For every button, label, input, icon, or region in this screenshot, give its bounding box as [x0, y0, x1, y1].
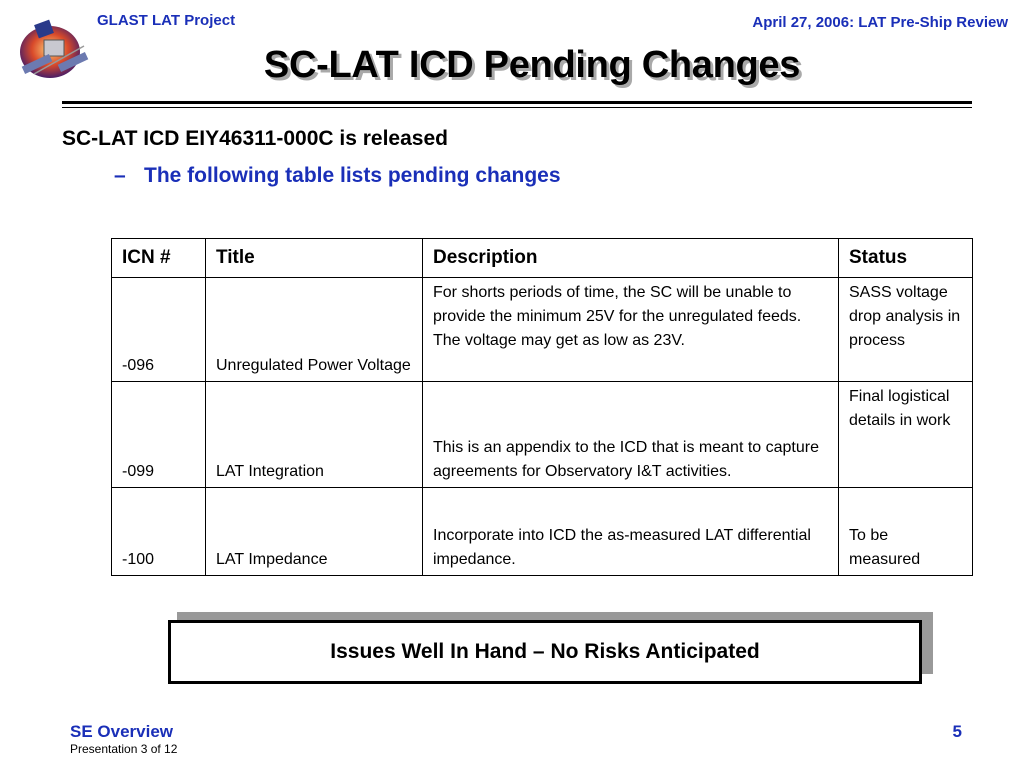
callout-text: Issues Well In Hand – No Risks Anticipated	[330, 640, 760, 663]
header-status: Status	[839, 239, 973, 278]
review-date: April 27, 2006: LAT Pre-Ship Review	[752, 14, 1008, 31]
cell-icn: -096	[112, 278, 206, 382]
bullet-dash: –	[114, 164, 126, 187]
cell-title: LAT Impedance	[206, 488, 423, 576]
pending-changes-table	[111, 238, 973, 576]
cell-description: This is an appendix to the ICD that is meant to capture agreements for Observatory I&T activities.	[423, 382, 839, 488]
cell-title: LAT Integration	[206, 382, 423, 488]
header-icn: ICN #	[112, 239, 206, 278]
table-header-row	[112, 239, 973, 278]
footer-presentation: Presentation 3 of 12	[70, 742, 178, 756]
title-divider-thin	[62, 107, 972, 108]
page-title: SC-LAT ICD Pending Changes	[263, 44, 801, 86]
cell-icn: -100	[112, 488, 206, 576]
bullet-sub-text: The following table lists pending changes	[144, 164, 561, 187]
cell-status: Final logistical details in work	[839, 382, 973, 488]
cell-status: To be measured	[839, 488, 973, 576]
callout-box	[168, 620, 922, 684]
title-divider	[62, 101, 972, 104]
cell-status: SASS voltage drop analysis in process	[839, 278, 973, 382]
cell-description: For shorts periods of time, the SC will be unable to provide the minimum 25V for the unregulated feeds. The voltage may get as low as 23V.	[423, 278, 839, 382]
header-description: Description	[423, 239, 839, 278]
page-number: 5	[952, 722, 962, 741]
bullet-sub	[114, 164, 561, 188]
footer-section: SE Overview	[70, 722, 174, 741]
cell-icn: -099	[112, 382, 206, 488]
table-row	[112, 278, 973, 382]
bullet-main: SC-LAT ICD EIY46311-000C is released	[62, 127, 448, 150]
cell-description: Incorporate into ICD the as-measured LAT differential impedance.	[423, 488, 839, 576]
header-title: Title	[206, 239, 423, 278]
table-row	[112, 382, 973, 488]
project-name: GLAST LAT Project	[97, 12, 236, 29]
table-row	[112, 488, 973, 576]
cell-title: Unregulated Power Voltage	[206, 278, 423, 382]
